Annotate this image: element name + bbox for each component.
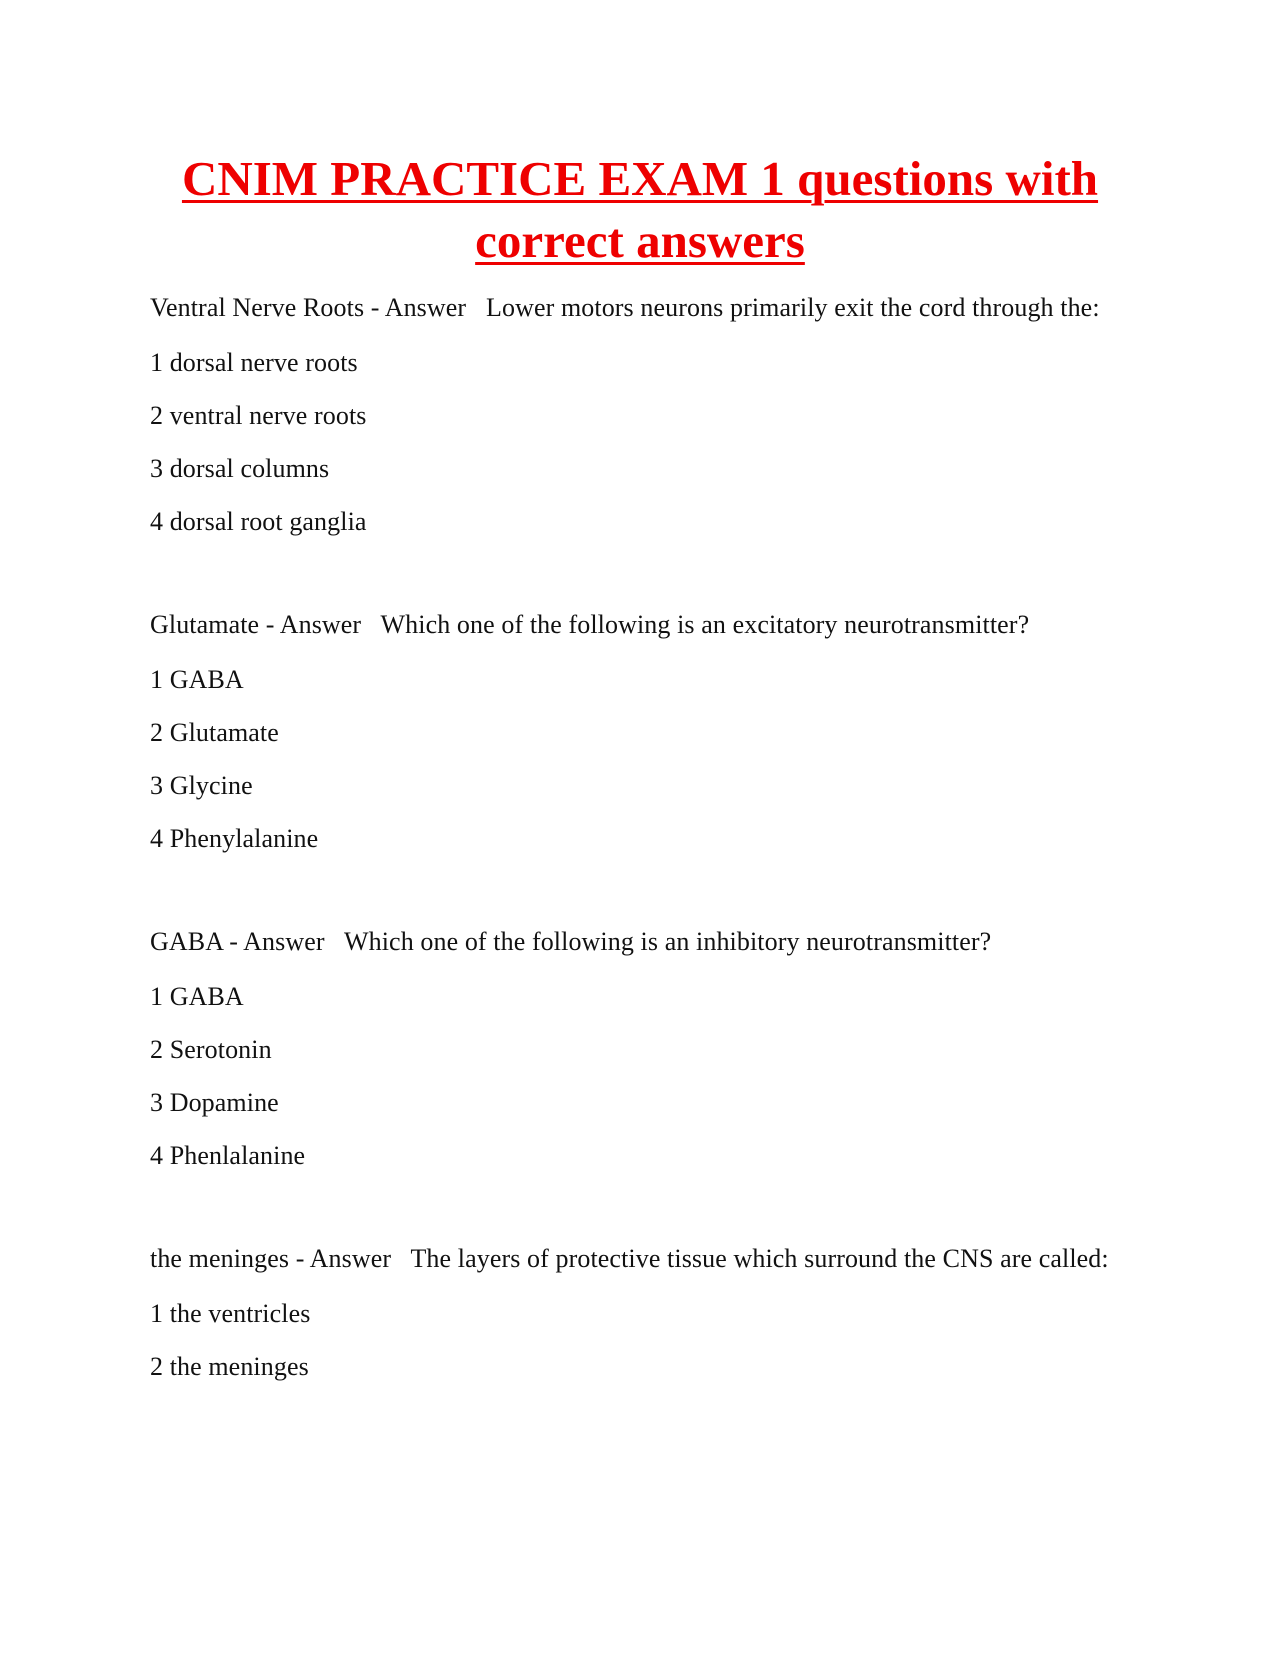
- separator: [466, 293, 486, 322]
- option: 2 the meninges: [150, 1352, 309, 1381]
- option: 1 GABA: [150, 665, 244, 694]
- block-spacer: [150, 557, 1110, 607]
- document-body: [150, 290, 1110, 1402]
- answer-label: Glutamate - Answer: [150, 610, 362, 639]
- answer-label: Ventral Nerve Roots - Answer: [150, 293, 467, 322]
- qa-block-1: [150, 290, 1110, 540]
- option: 2 Glutamate: [150, 718, 279, 747]
- option: 2 ventral nerve roots: [150, 401, 367, 430]
- separator: [391, 1244, 410, 1273]
- answer-label: GABA - Answer: [150, 927, 325, 956]
- option: 4 Phenylalanine: [150, 824, 319, 853]
- separator: [325, 927, 344, 956]
- option: 4 Phenlalanine: [150, 1141, 306, 1170]
- document-title: CNIM PRACTICE EXAM 1 questions with correct answers: [181, 151, 1099, 268]
- option: 3 dorsal columns: [150, 454, 330, 483]
- option: 2 Serotonin: [150, 1035, 272, 1064]
- question-prompt: The layers of protective tissue which surround the CNS are called:: [410, 1244, 1109, 1273]
- option: 3 Dopamine: [150, 1088, 279, 1117]
- option: 1 dorsal nerve roots: [150, 348, 358, 377]
- qa-block-4: [150, 1241, 1110, 1385]
- qa-block-3: [150, 924, 1110, 1174]
- option: 1 the ventricles: [150, 1299, 311, 1328]
- question-text: [150, 1241, 1110, 1277]
- question-prompt: Which one of the following is an inhibitory neurotransmitter?: [343, 927, 992, 956]
- question-text: [150, 924, 1110, 960]
- separator: [361, 610, 380, 639]
- qa-block-2: [150, 607, 1110, 857]
- option: 4 dorsal root ganglia: [150, 507, 367, 536]
- question-prompt: Which one of the following is an excitatory neurotransmitter?: [380, 610, 1030, 639]
- question-text: [150, 607, 1110, 643]
- question-prompt: Lower motors neurons primarily exit the cord through the:: [485, 293, 1100, 322]
- option: 1 GABA: [150, 982, 244, 1011]
- block-spacer: [150, 1191, 1110, 1241]
- answer-label: the meninges - Answer: [150, 1244, 392, 1273]
- option: 3 Glycine: [150, 771, 253, 800]
- block-spacer: [150, 874, 1110, 924]
- question-text: [150, 290, 1110, 326]
